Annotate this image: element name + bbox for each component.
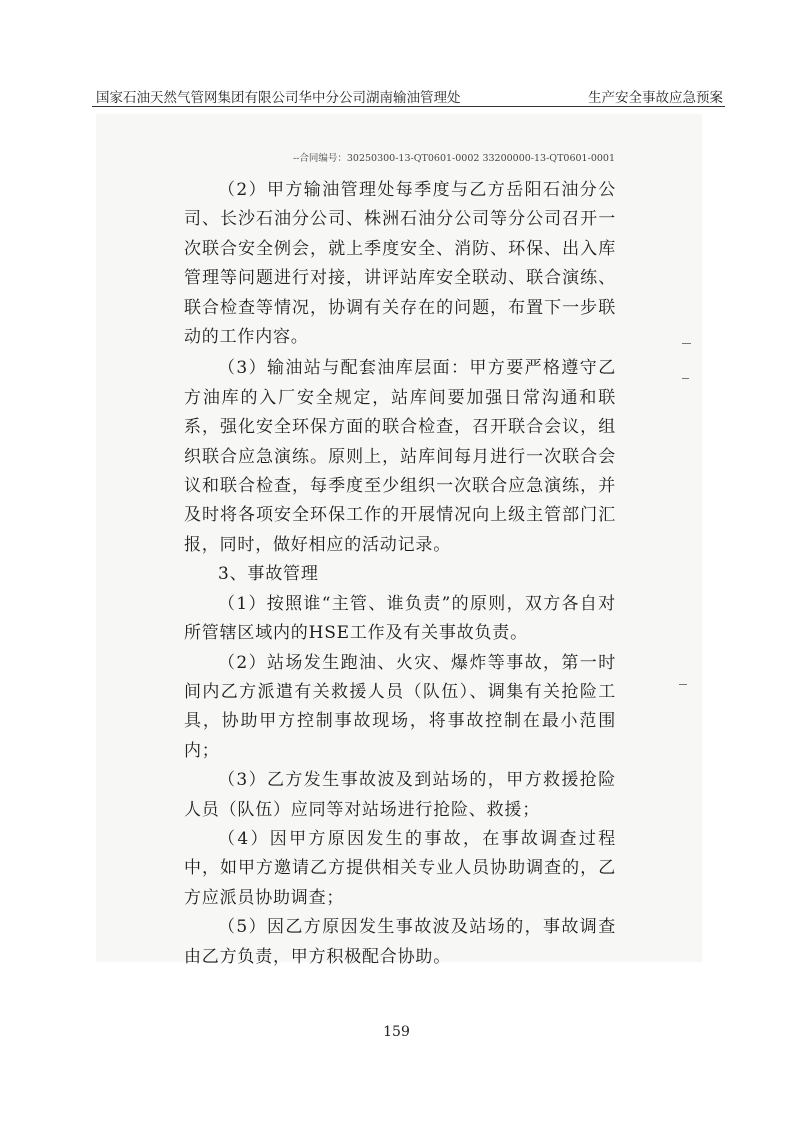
page-header: [96, 86, 723, 108]
paragraph-accident-2: （2）站场发生跑油、火灾、爆炸等事故，第一时间内乙方派遣有关救援人员（队伍）、调集有关抢险工具，协助甲方控制事故现场，将事故控制在最小范围内；: [184, 652, 616, 761]
paragraph-accident-5: （5）因乙方原因发生事故波及站场的，事故调查由乙方负责，甲方积极配合协助。: [184, 917, 616, 967]
contract-number: --合同编号：30250300-13-QT0601-0002 33200000-13-QT0601-0001: [292, 153, 615, 164]
body-text: [184, 176, 616, 972]
paragraph-item-3: （3）输油站与配套油库层面：甲方要严格遵守乙方油库的入厂安全规定，站库间要加强日常沟通和联系，强化安全环保方面的联合检查，召开联合会议，组织联合应急演练。原则上，站库间每月进行一次联合会议和联合检查，每季度至少组织一次联合应急演练，并及时将各项安全环保工作的开展情况向上级主管部门汇报，同时，做好相应的活动记录。: [184, 358, 616, 555]
paragraph-accident-4: （4）因甲方原因发生的事故，在事故调查过程中，如甲方邀请乙方提供相关专业人员协助调查的，乙方应派员协助调查；: [184, 828, 616, 908]
page-number: 159: [383, 1024, 410, 1040]
header-organization: 国家石油天然气管网集团有限公司华中分公司湖南输油管理处: [96, 90, 461, 106]
paragraph-accident-3: （3）乙方发生事故波及到站场的，甲方救援抢险人员（队伍）应同等对站场进行抢险、救援；: [184, 770, 616, 820]
header-document-title: 生产安全事故应急预案: [588, 90, 723, 106]
paragraph-accident-1: （1）按照谁“主管、谁负责”的原则，双方各自对所管辖区域内的HSE工作及有关事故负责。: [184, 593, 616, 644]
scan-speck: [682, 343, 691, 344]
paragraph-item-2: （2）甲方输油管理处每季度与乙方岳阳石油分公司、长沙石油分公司、株洲石油分公司等分公司召开一次联合安全例会，就上季度安全、消防、环保、出入库管理等问题进行对接，讲评站库安全联动、联合演练、联合检查等情况，协调有关存在的问题，布置下一步联动的工作内容。: [184, 180, 616, 348]
scan-speck: [679, 684, 687, 685]
section-heading-accident-management: 3、事故管理: [218, 564, 319, 585]
header-divider: [92, 106, 725, 107]
scan-speck: [682, 378, 689, 379]
